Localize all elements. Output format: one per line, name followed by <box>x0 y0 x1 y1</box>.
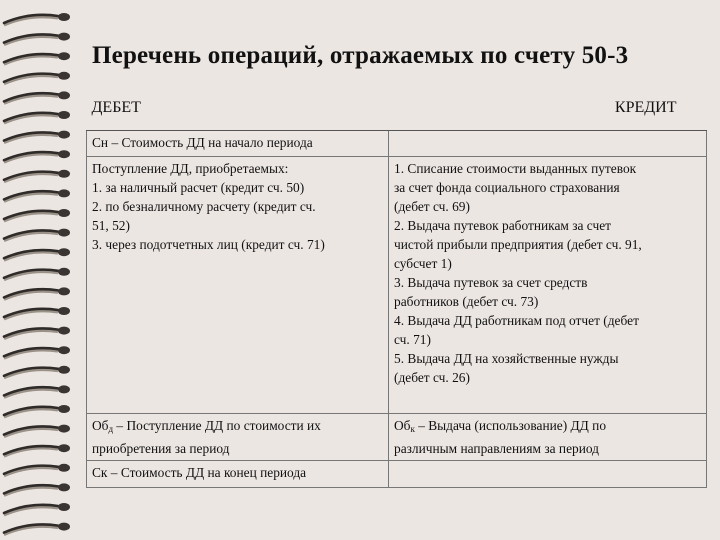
turnover-credit-sub: к <box>410 424 415 434</box>
spiral-ring <box>4 425 70 437</box>
spiral-ring <box>4 91 70 103</box>
spiral-ring <box>4 13 70 25</box>
turnover-credit-cell <box>389 414 707 461</box>
spiral-ring <box>4 366 70 378</box>
turnover-debit-cell <box>87 414 389 461</box>
debit-entry: Поступление ДД, приобретаемых: <box>92 161 289 176</box>
debit-entry: 1. за наличный расчет (кредит сч. 50) <box>92 180 305 195</box>
spiral-ring <box>4 405 70 417</box>
credit-entry: 3. Выдача путевок за счет средств <box>394 275 588 290</box>
spiral-ring <box>4 327 70 339</box>
slide-title: Перечень операций, отражаемых по счету 50-3 <box>92 42 629 69</box>
debit-header: ДЕБЕТ <box>87 96 389 131</box>
spiral-ring <box>4 248 70 260</box>
debit-entries-cell <box>87 157 389 414</box>
spiral-ring <box>4 307 70 319</box>
spiral-ring <box>4 444 70 456</box>
turnover-credit-prefix: Об <box>394 418 411 433</box>
spiral-ring <box>4 483 70 495</box>
entries-row <box>87 157 707 414</box>
spiral-ring <box>4 111 70 123</box>
opening-balance-empty <box>389 131 707 157</box>
credit-entry: 2. Выдача путевок работникам за счет <box>394 218 612 233</box>
spiral-ring <box>4 33 70 45</box>
credit-entry: 5. Выдача ДД на хозяйственные нужды <box>394 351 619 366</box>
spiral-binding <box>0 0 80 540</box>
account-50-3-table <box>86 96 707 488</box>
credit-entry: чистой прибыли предприятия (дебет сч. 91, <box>394 237 642 252</box>
spiral-ring <box>4 170 70 182</box>
turnover-credit-text: – Выдача (использование) ДД по <box>414 418 607 433</box>
turnover-credit-text-2: различным направлениям за период <box>394 441 599 456</box>
credit-entry: 1. Списание стоимости выданных путевок <box>394 161 637 176</box>
closing-balance-cell: Ск – Стоимость ДД на конец периода <box>87 461 389 488</box>
spiral-ring <box>4 523 70 535</box>
spiral-ring <box>4 229 70 241</box>
closing-balance-row <box>87 461 707 488</box>
spiral-ring <box>4 189 70 201</box>
spiral-ring <box>4 72 70 84</box>
credit-entries-cell <box>389 157 707 414</box>
credit-entry: сч. 71) <box>394 332 431 347</box>
credit-entry: субсчет 1) <box>394 256 452 271</box>
spiral-ring <box>4 464 70 476</box>
spiral-ring <box>4 385 70 397</box>
turnover-debit-text-2: приобретения за период <box>92 441 230 456</box>
spiral-ring <box>4 346 70 358</box>
spiral-ring <box>4 150 70 162</box>
spiral-ring <box>4 503 70 515</box>
debit-entry: 3. через подотчетных лиц (кредит сч. 71) <box>92 237 325 252</box>
turnover-row <box>87 414 707 461</box>
turnover-debit-text: – Поступление ДД по стоимости их <box>113 418 321 433</box>
credit-entry: (дебет сч. 26) <box>394 370 470 385</box>
credit-entry: (дебет сч. 69) <box>394 199 470 214</box>
spiral-ring <box>4 209 70 221</box>
spiral-ring <box>4 52 70 64</box>
spiral-ring <box>4 287 70 299</box>
turnover-debit-prefix: Об <box>92 418 109 433</box>
spiral-ring <box>4 268 70 280</box>
debit-entry: 51, 52) <box>92 218 130 233</box>
debit-entry: 2. по безналичному расчету (кредит сч. <box>92 199 316 214</box>
credit-entry: 4. Выдача ДД работникам под отчет (дебет <box>394 313 639 328</box>
closing-balance-empty <box>389 461 707 488</box>
opening-balance-cell: Сн – Стоимость ДД на начало периода <box>87 131 389 157</box>
credit-entry: работников (дебет сч. 73) <box>394 294 539 309</box>
spiral-ring <box>4 131 70 143</box>
opening-balance-row <box>87 131 707 157</box>
credit-entry: за счет фонда социального страхования <box>394 180 620 195</box>
turnover-debit-sub: д <box>108 424 114 434</box>
credit-header: КРЕДИТ <box>389 96 707 131</box>
header-row <box>87 96 707 131</box>
